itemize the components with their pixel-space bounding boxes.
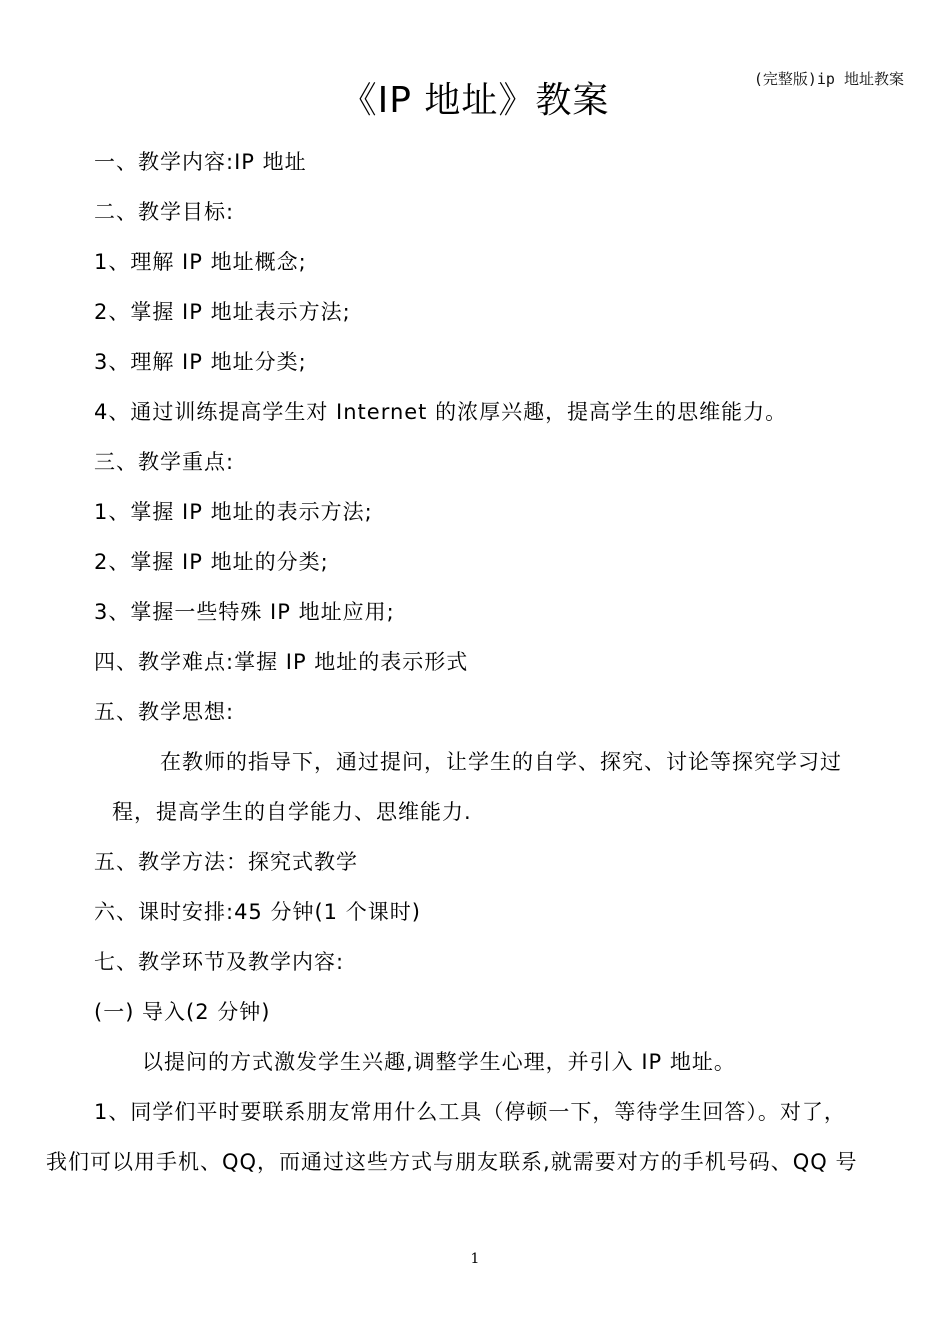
philosophy-text-line-1: 在教师的指导下，通过提问，让学生的自学、探究、讨论等探究学习过 — [160, 750, 842, 774]
philosophy-text-line-2: 程，提高学生的自学能力、思维能力. — [112, 800, 472, 824]
key-point-3: 3、掌握一些特殊 IP 地址应用; — [94, 600, 395, 624]
goal-item-3: 3、理解 IP 地址分类; — [94, 350, 307, 374]
section-schedule: 六、课时安排:45 分钟(1 个课时) — [94, 900, 421, 924]
goal-item-1: 1、理解 IP 地址概念; — [94, 250, 307, 274]
key-point-2: 2、掌握 IP 地址的分类; — [94, 550, 329, 574]
page-title: 《IP 地址》教案 — [340, 80, 610, 121]
page-number: 1 — [470, 1251, 480, 1267]
section-key-points: 三、教学重点: — [94, 450, 235, 474]
goal-item-2: 2、掌握 IP 地址表示方法; — [94, 300, 351, 324]
section-content: 一、教学内容:IP 地址 — [94, 150, 307, 174]
goal-item-4: 4、通过训练提高学生对 Internet 的浓厚兴趣，提高学生的思维能力。 — [94, 400, 788, 424]
section-procedure: 七、教学环节及教学内容: — [94, 950, 345, 974]
header-note: (完整版)ip 地址教案 — [753, 70, 904, 88]
intro-question-line-2: 我们可以用手机、QQ，而通过这些方式与朋友联系,就需要对方的手机号码、QQ 号 — [46, 1150, 858, 1174]
intro-question-line-1: 1、同学们平时要联系朋友常用什么工具（停顿一下，等待学生回答）。对了， — [94, 1100, 846, 1124]
section-goals: 二、教学目标: — [94, 200, 235, 224]
subsection-intro: (一) 导入(2 分钟) — [94, 1000, 271, 1024]
intro-text: 以提问的方式激发学生兴趣,调整学生心理，并引入 IP 地址。 — [142, 1050, 736, 1074]
key-point-1: 1、掌握 IP 地址的表示方法; — [94, 500, 373, 524]
section-method: 五、教学方法：探究式教学 — [94, 850, 358, 874]
section-philosophy: 五、教学思想: — [94, 700, 235, 724]
section-difficulty: 四、教学难点:掌握 IP 地址的表示形式 — [94, 650, 469, 674]
